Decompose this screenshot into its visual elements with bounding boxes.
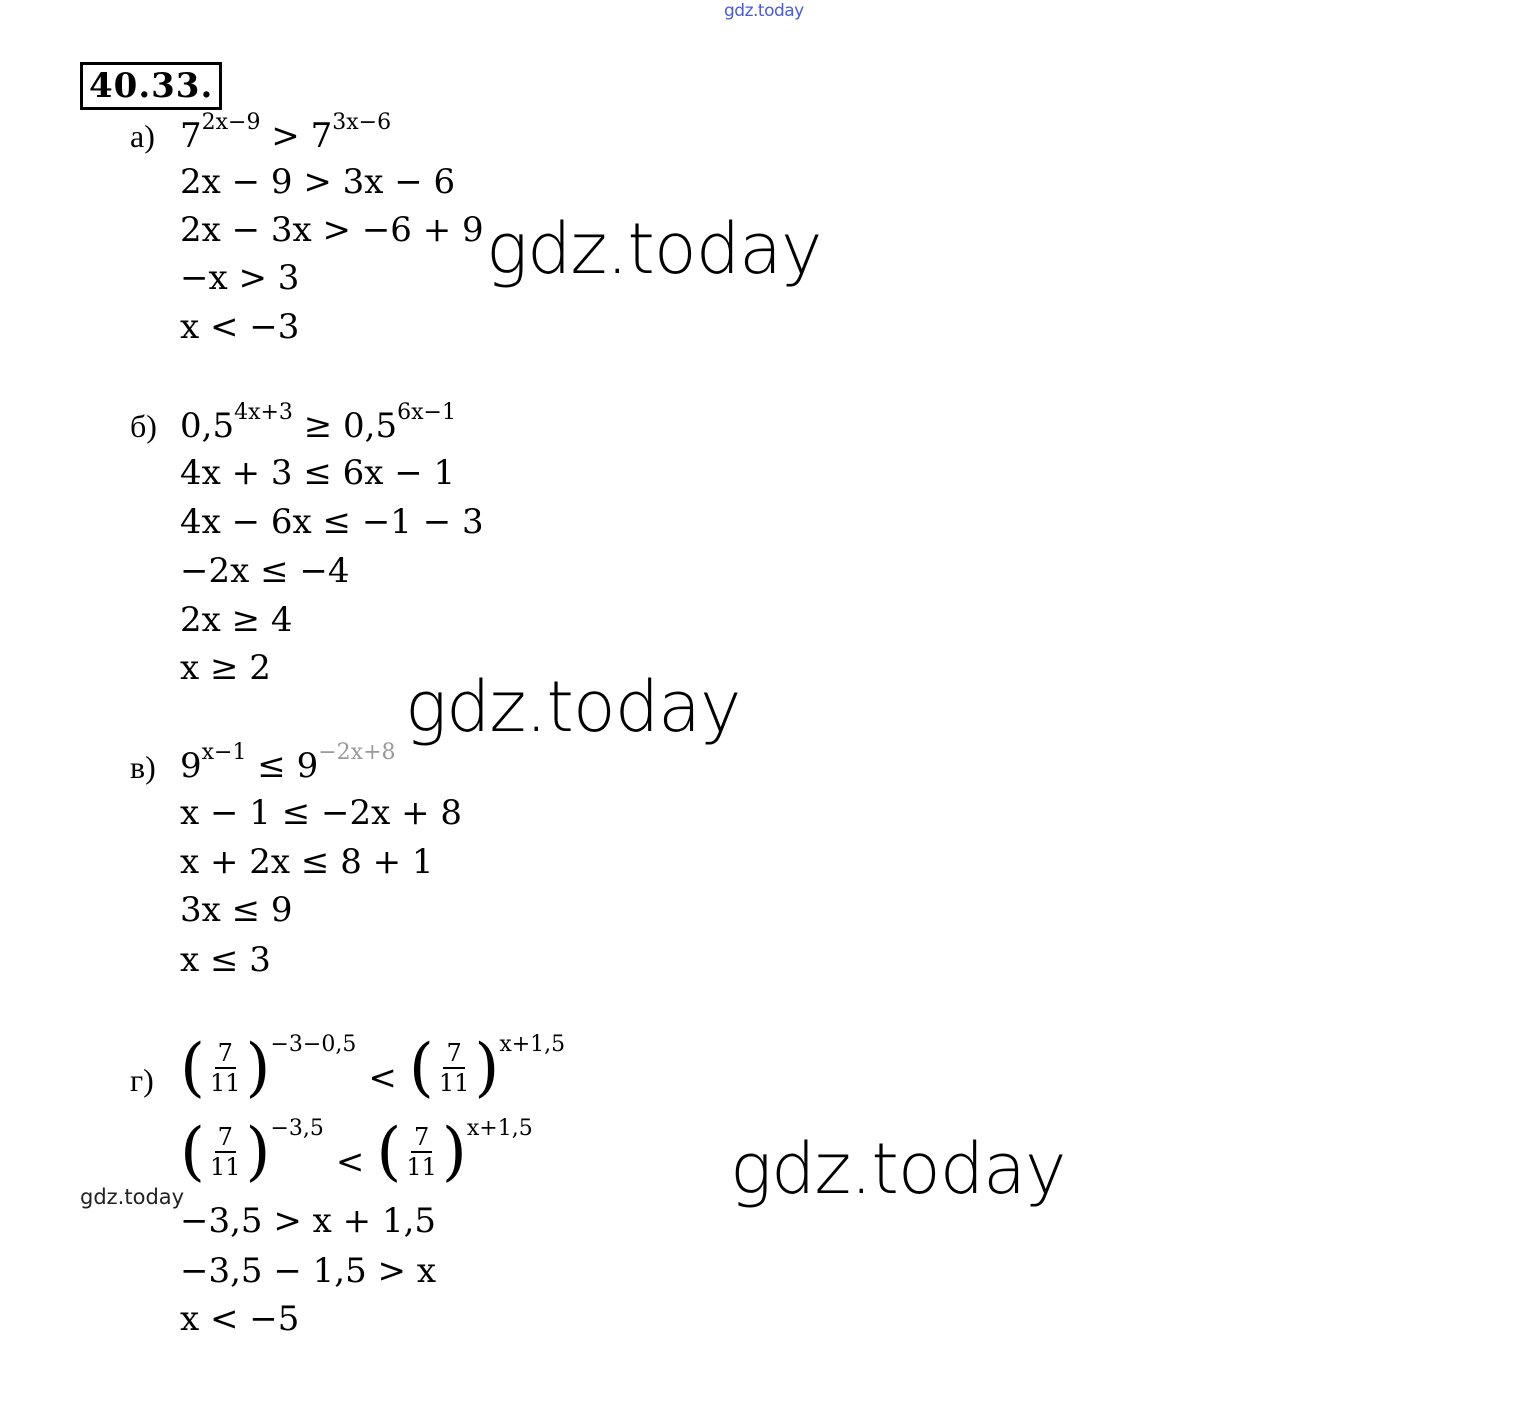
part-v-line-4: 3x ≤ 9 [180, 890, 293, 930]
part-g-line-2 [180, 1115, 533, 1202]
part-g-line-4: −3,5 − 1,5 > x [180, 1251, 437, 1291]
numerator: 7 [215, 1039, 236, 1069]
exponent: 4x+3 [234, 399, 293, 425]
left-paren: ( [408, 1031, 434, 1105]
base: 7 [310, 116, 333, 156]
denominator: 11 [209, 1153, 241, 1181]
base: 7 [180, 116, 202, 156]
exponent: x−1 [201, 739, 247, 765]
numerator: 7 [215, 1123, 236, 1153]
base: 9 [296, 746, 319, 786]
left-paren: ( [180, 1031, 205, 1105]
watermark-lower: gdz.today [730, 1128, 1066, 1210]
denominator: 11 [406, 1153, 437, 1181]
part-b-line-5: 2x ≥ 4 [180, 600, 293, 640]
part-v-line-2: x − 1 ≤ −2x + 8 [180, 793, 463, 833]
part-b-line-2: 4x + 3 ≤ 6x − 1 [180, 453, 456, 493]
fraction [403, 1123, 440, 1181]
part-a-line-3: 2x − 3x > −6 + 9 [180, 210, 484, 250]
exponent: 2x−9 [201, 109, 261, 135]
part-v-line-5: x ≤ 3 [180, 940, 271, 980]
relation: < [335, 1142, 365, 1182]
right-paren: ) [245, 1031, 271, 1105]
denominator: 11 [209, 1069, 241, 1097]
exponent: x+1,5 [466, 1115, 533, 1141]
fraction-power [180, 1031, 271, 1105]
fraction [436, 1039, 473, 1097]
fraction [207, 1123, 244, 1181]
base: 9 [180, 746, 202, 786]
part-g-line-1 [180, 1031, 566, 1118]
left-paren: ( [376, 1115, 402, 1189]
watermark-small: gdz.today [80, 1185, 185, 1209]
numerator: 7 [443, 1039, 464, 1069]
relation: ≥ [292, 406, 344, 446]
exponent: −3−0,5 [270, 1031, 357, 1057]
part-b-line-4: −2x ≤ −4 [180, 551, 350, 591]
part-v-line-3: x + 2x ≤ 8 + 1 [180, 842, 434, 882]
right-paren: ) [474, 1031, 500, 1105]
part-a-line-1 [180, 109, 392, 156]
part-b-line-3: 4x − 6x ≤ −1 − 3 [180, 502, 484, 542]
problem-number: 40.33. [80, 62, 222, 110]
part-a-line-2: 2x − 9 > 3x − 6 [180, 162, 456, 202]
exponent: 6x−1 [397, 399, 456, 425]
right-paren: ) [245, 1115, 271, 1189]
watermark-middle: gdz.today [405, 666, 741, 748]
relation: ≤ [246, 746, 297, 786]
fraction-power [408, 1031, 500, 1105]
part-b-line-1 [180, 399, 456, 446]
part-a-line-4: −x > 3 [180, 258, 300, 298]
base: 0,5 [180, 406, 235, 446]
exponent: −2x+8 [318, 739, 396, 765]
numerator: 7 [411, 1123, 432, 1153]
exponent: −3,5 [270, 1115, 324, 1141]
watermark-top: gdz.today [724, 1, 804, 21]
denominator: 11 [438, 1069, 470, 1097]
fraction-power [180, 1115, 271, 1189]
part-v-line-1 [180, 739, 396, 786]
part-a-line-5: x < −3 [180, 307, 300, 347]
left-paren: ( [180, 1115, 205, 1189]
part-b-line-6: x ≥ 2 [180, 648, 271, 688]
part-a-label: а) [130, 118, 155, 154]
part-g-label: г) [130, 1062, 154, 1098]
part-g-line-3: −3,5 > x + 1,5 [180, 1201, 437, 1241]
exponent: x+1,5 [499, 1031, 566, 1057]
watermark-upper: gdz.today [486, 208, 822, 290]
right-paren: ) [441, 1115, 467, 1189]
part-b-label: б) [130, 408, 157, 444]
fraction-power [376, 1115, 467, 1189]
base: 0,5 [343, 406, 398, 446]
relation: > [260, 116, 311, 156]
relation: < [368, 1058, 397, 1098]
part-g-line-5: x < −5 [180, 1299, 300, 1339]
fraction [207, 1039, 244, 1097]
exponent: 3x−6 [332, 109, 392, 135]
part-v-label: в) [130, 749, 156, 785]
